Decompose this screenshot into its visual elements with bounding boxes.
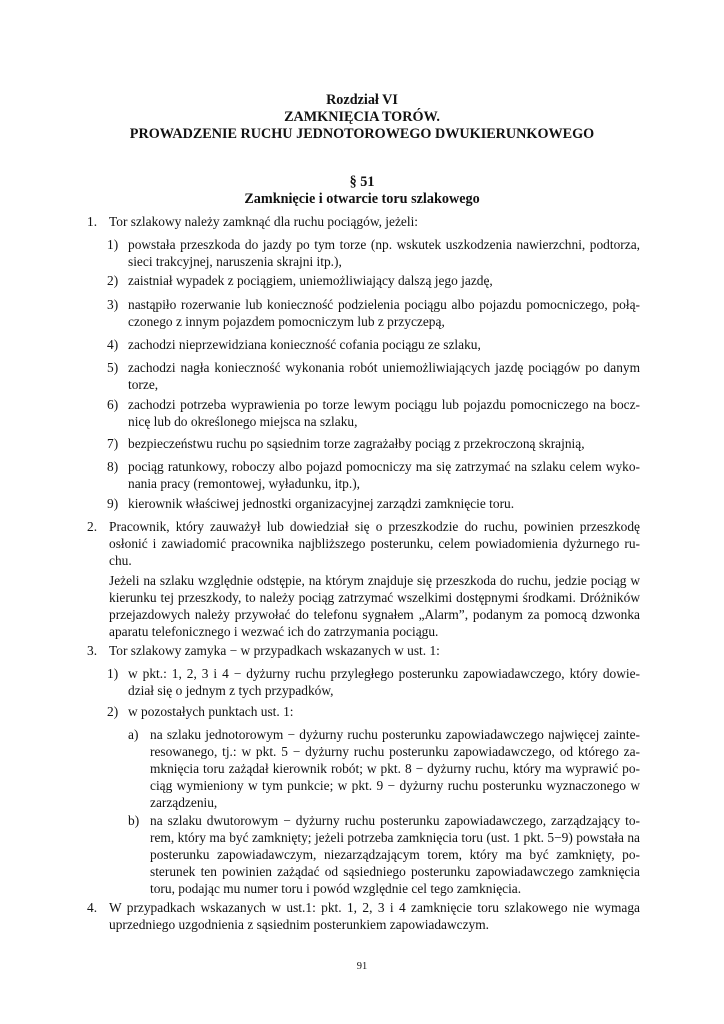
list-item <box>107 665 640 699</box>
section-number: § 51 <box>349 174 375 190</box>
item-number: 2. <box>87 519 98 534</box>
list-item <box>107 236 640 270</box>
item-3 <box>87 642 640 659</box>
list-item-text: bezpieczeństwu ruchu po sąsiednim torze zagrażałby pociąg z przekroczoną skrajnią, <box>128 436 585 451</box>
list-item-text: zachodzi nieprzewidziana konieczność cofania pociągu ze szlaku, <box>128 337 481 352</box>
item-2 <box>87 518 640 569</box>
chapter-title-line2: PROWADZENIE RUCHU JEDNOTOROWEGO DWUKIERUNKOWEGO <box>129 126 595 142</box>
list-item-text: powstała przeszkoda do jazdy po tym torze (np. wskutek uszkodzenia nawierzchni, podtorza, sieci trakcyjnej, naruszenia skrajni itp.), <box>128 237 640 269</box>
list-item-text: nastąpiło rozerwanie lub konieczność podzielenia pociągu albo pojazdu pomocniczego, połą-czonego z innym pojazdem pomocniczym lub z przyczepą, <box>128 297 640 329</box>
list-item-number: 3) <box>107 297 119 312</box>
list-item-number: 5) <box>107 360 119 375</box>
page-number: 91 <box>356 961 368 972</box>
chapter-label: Rozdział VI <box>326 92 398 108</box>
list-item-number: 6) <box>107 397 119 412</box>
list-item-text: zaistniał wypadek z pociągiem, uniemożliwiający dalszą jego jazdę, <box>128 273 493 288</box>
section-title: Zamknięcie i otwarcie toru szlakowego <box>244 191 480 207</box>
item-text: Tor szlakowy zamyka − w przypadkach wskazanych w ust. 1: <box>109 643 440 658</box>
item-1 <box>87 213 640 230</box>
list-item-text: pociąg ratunkowy, roboczy albo pojazd pomocniczy ma się zatrzymać na szlaku celem wyko-nania pracy (remontowej, wyładunku, itp.), <box>128 459 640 491</box>
item-number: 3. <box>87 643 98 658</box>
chapter-title-line1: ZAMKNIĘCIA TORÓW. <box>284 109 440 125</box>
list-item <box>107 272 640 289</box>
list-item-text: zachodzi nagła konieczność wykonania robót uniemożliwiających jazdę pociągów po danym torze, <box>128 360 640 392</box>
sub-list-item <box>128 812 640 897</box>
list-item-number: 7) <box>107 436 119 451</box>
list-item-number: 4) <box>107 337 119 352</box>
sub-list-item <box>128 726 640 811</box>
list-item-text: w pkt.: 1, 2, 3 i 4 − dyżurny ruchu przyległego posterunku zapowiadawczego, który dowie-dział się o jednym z tych przypadków, <box>128 666 640 698</box>
list-item-number: 8) <box>107 459 119 474</box>
item-number: 4. <box>87 900 98 915</box>
item-2-paragraph <box>109 572 640 640</box>
list-item-number: 1) <box>107 237 119 252</box>
paragraph-text: Jeżeli na szlaku względnie odstępie, na którym znajduje się przeszkoda do ruchu, jedzie pociąg w kierunku tej przeszkody, to należy pociąg zatrzymać wszelkimi dostępnymi środkami. Dróżników przejazdowych należy przywołać do telefonu sygnałem „Alarm”, podanym za pomocą dzwonka aparatu telefonicznego i wezwać ich do zatrzymania pociągu. <box>109 573 640 639</box>
item-number: 1. <box>87 214 98 229</box>
list-item <box>107 703 640 720</box>
item-text: Tor szlakowy należy zamknąć dla ruchu pociągów, jeżeli: <box>109 214 419 229</box>
list-item-text: zachodzi potrzeba wyprawienia po torze lewym pociągu lub pojazdu pomocniczego na bocz-nicę lub do określonego miejsca na szlaku, <box>128 397 640 429</box>
list-item <box>107 435 640 452</box>
sub-list-item-letter: a) <box>128 727 139 742</box>
list-item <box>107 296 640 330</box>
list-item-number: 1) <box>107 666 119 681</box>
list-item-text: w pozostałych punktach ust. 1: <box>128 704 294 719</box>
list-item <box>107 336 640 353</box>
list-item-number: 9) <box>107 496 119 511</box>
sub-list-item-text: na szlaku dwutorowym − dyżurny ruchu posterunku zapowiadawczego, zarządzający to-rem, który ma być zamknięty; jeżeli potrzeba zamknięcia toru (ust. 1 pkt. 5−9) powstała na posterunku zapowiadawczym, niezarządzającym torem, który ma być zamknięty, po-sterunek ten powinien zażądać od sąsiedniego posterunku zapowiadawczego zamknięcia toru, podając mu numer toru i powód względnie cel tego zamknięcia. <box>150 813 640 896</box>
list-item-text: kierownik właściwej jednostki organizacyjnej zarządzi zamknięcie toru. <box>128 496 515 511</box>
list-item <box>107 458 640 492</box>
sub-list-item-text: na szlaku jednotorowym − dyżurny ruchu posterunku zapowiadawczego najwięcej zainte-resowanego, tj.: w pkt. 5 − dyżurny ruchu posterunku zapowiadawczego, od którego za-mknięcia toru zażądał kierownik robót; w pkt. 8 − dyżurny ruchu, który ma wyprawić po-ciąg wymieniony w tym punkcie; w pkt. 9 − dyżurny ruchu posterunku wyznaczonego w zarządzeniu, <box>150 727 640 810</box>
item-4 <box>87 899 640 933</box>
list-item <box>107 359 640 393</box>
list-item <box>107 396 640 430</box>
item-text: Pracownik, który zauważył lub dowiedział się o przeszkodzie do ruchu, powinien przeszkodę osłonić i zawiadomić pracownika najbliższego posterunku, celem powiadomienia dyżurnego ru-chu. <box>109 519 640 568</box>
list-item-number: 2) <box>107 704 119 719</box>
sub-list-item-letter: b) <box>128 813 140 828</box>
list-item <box>107 495 640 512</box>
list-item-number: 2) <box>107 273 119 288</box>
item-text: W przypadkach wskazanych w ust.1: pkt. 1, 2, 3 i 4 zamknięcie toru szlakowego nie wymaga uprzedniego uzgodnienia z sąsiednim posterunkiem zapowiadawczym. <box>109 900 640 932</box>
